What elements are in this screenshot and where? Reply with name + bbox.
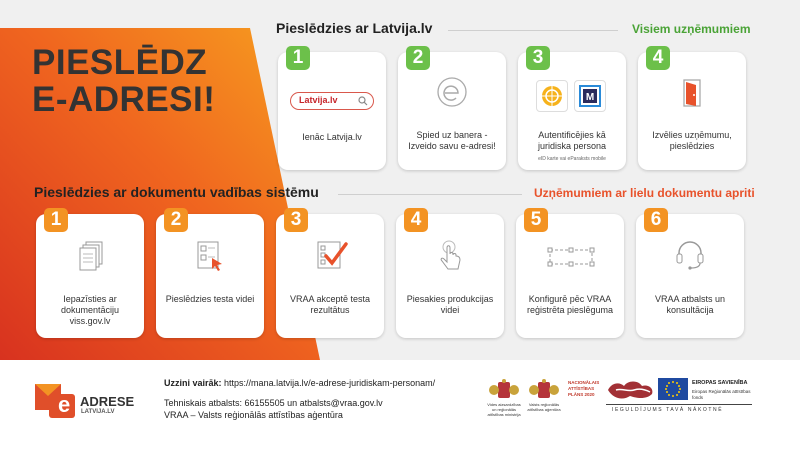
eu-fund: Eiropas Reģionālās attīstības fonds (692, 389, 751, 400)
logo-name: ADRESE (80, 394, 135, 409)
more-info-label: Uzzini vairāk: (164, 378, 222, 388)
hero-title-line1: PIESLĒDZ (32, 43, 208, 82)
step-number-badge: 3 (284, 208, 308, 232)
step-text: VRAA atbalsts un konsultācija (654, 294, 726, 315)
step-text: Izvēlies uzņēmumu, pieslēdzies (652, 130, 732, 151)
eid-card-icon (536, 80, 568, 112)
step-number-badge: 4 (646, 46, 670, 70)
section2-step5-card (516, 209, 624, 338)
latvija-search-box (290, 92, 374, 110)
section1-step4-card (638, 47, 746, 170)
section1-step1-card (278, 47, 386, 170)
step-number-badge: 4 (404, 208, 428, 232)
step-text: Piesakies produkcijas videi (406, 294, 494, 315)
step-text: VRAA akceptē testa rezultātus (289, 294, 371, 315)
section1-step3-card (518, 47, 626, 170)
section2-step6-card (636, 209, 744, 338)
footer-logo-divider (606, 404, 752, 405)
svg-text:M: M (585, 92, 595, 103)
vraa-caption: Valsts reģionālās attīstības aģentūra (527, 402, 561, 412)
step-text: Autentificējies kā juridiska persona (537, 130, 607, 151)
ministry-caption: Vides aizsardzības un reģionālās attīstības ministrija (487, 402, 521, 417)
latvia-map-logo (606, 378, 656, 402)
checklist-approved-icon (314, 238, 348, 272)
step-text: Pieslēdzies testa videi (165, 294, 255, 304)
door-enter-icon (678, 76, 708, 110)
search-icon (358, 96, 368, 106)
section1-divider (448, 30, 618, 31)
search-box-text: Latvija.lv (299, 95, 338, 105)
section2-step4-card (396, 209, 504, 338)
step-number-badge: 5 (524, 208, 548, 232)
section2-step2-card (156, 209, 264, 338)
step-text: Spied uz banera - Izveido savu e-adresi! (408, 130, 496, 151)
step-number-badge: 1 (44, 208, 68, 232)
step-number-badge: 3 (526, 46, 550, 70)
logo-domain: LATVIJA.LV (81, 409, 115, 415)
e-adrese-logo (35, 380, 135, 424)
step-number-badge: 1 (286, 46, 310, 70)
step-number-badge: 6 (644, 208, 668, 232)
section1-tag: Visiem uzņēmumiem (632, 22, 751, 36)
section1-title: Pieslēdzies ar Latvija.lv (276, 20, 433, 36)
section2-step1-card (36, 209, 144, 338)
eparaksts-mobile-icon (574, 80, 606, 112)
section2-divider (338, 194, 522, 195)
footer-more-info (164, 378, 435, 388)
hero-title (32, 44, 215, 118)
headset-support-icon (674, 238, 706, 272)
nap2020-logo: NACIONĀLAIS ATTĪSTĪBAS PLĀNS 2020 (568, 380, 600, 397)
documents-icon (76, 240, 106, 272)
footer-agency: VRAA – Valsts reģionālās attīstības aģentūra (164, 410, 343, 420)
step-number-badge: 2 (406, 46, 430, 70)
section2-tag: Uzņēmumiem ar lielu dokumentu apriti (534, 186, 755, 200)
eu-slogan: IEGULDĪJUMS TAVĀ NĀKOTNĒ (612, 407, 724, 413)
more-info-url[interactable]: https://mana.latvija.lv/e-adrese-juridiskam-personam/ (224, 378, 436, 388)
hero-title-line2: E-ADRESI! (32, 80, 216, 119)
e-address-icon (436, 76, 468, 108)
test-form-cursor-icon (194, 240, 226, 272)
configure-selection-icon (546, 246, 596, 268)
section1-step2-card (398, 47, 506, 170)
eu-title: EIROPAS SAVIENĪBA (692, 380, 748, 386)
step-text: Iepazīsties ar dokumentāciju viss.gov.lv (60, 294, 120, 326)
logo-e-letter: e (58, 392, 71, 417)
ministry-coat-of-arms-logo (486, 378, 522, 418)
footer-support: Tehniskais atbalsts: 66155505 un atbalsts@vraa.gov.lv (164, 398, 383, 408)
section2-step3-card (276, 209, 384, 338)
step-text: Konfigurē pēc VRAA reģistrēta pieslēguma (526, 294, 614, 315)
vraa-coat-of-arms-logo (526, 378, 562, 418)
section2-title: Pieslēdzies ar dokumentu vadības sistēmu (34, 184, 319, 200)
step-text: Ienāc Latvija.lv (302, 132, 362, 142)
tap-hand-icon (436, 238, 466, 274)
eu-flag-icon (658, 378, 688, 400)
step-number-badge: 2 (164, 208, 188, 232)
step-subtext: eID karte vai eParaksts mobile (538, 156, 606, 162)
